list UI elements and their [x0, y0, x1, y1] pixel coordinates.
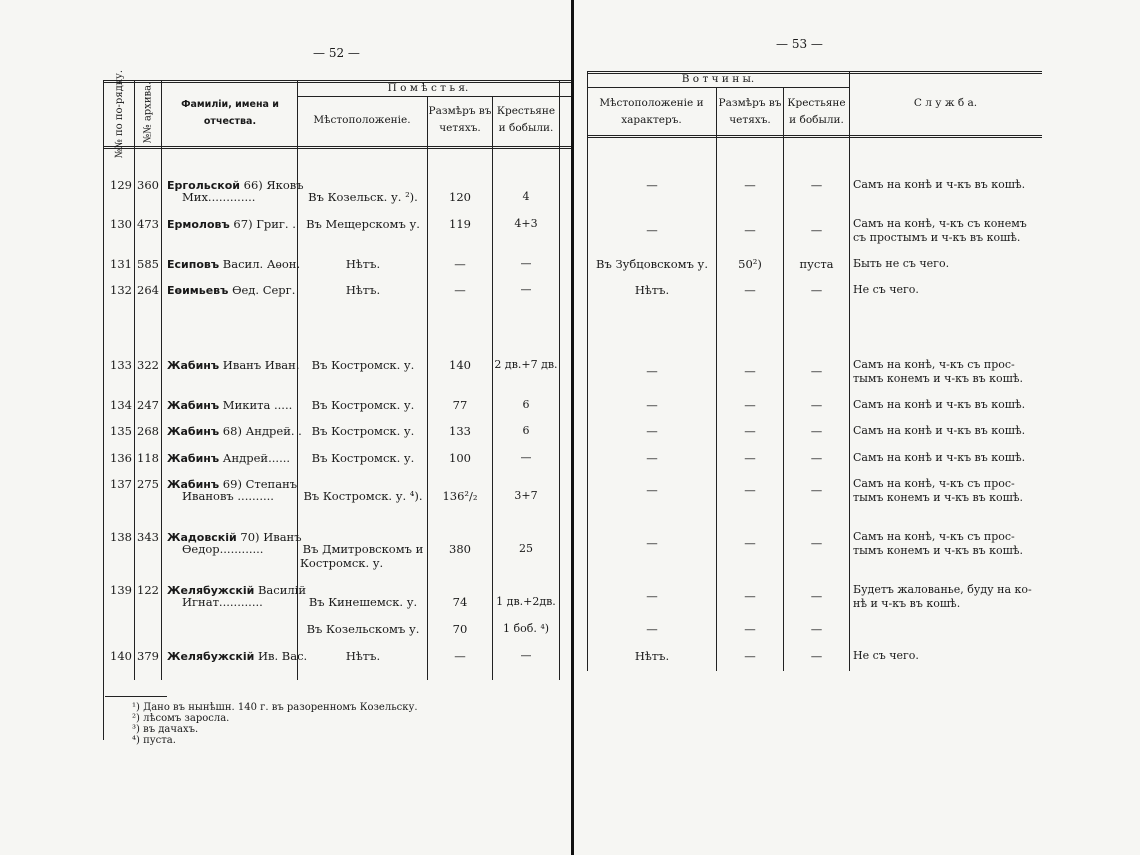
estate-peasants: 25 — [519, 542, 533, 555]
archive-number: 275 — [137, 477, 159, 491]
estate-location: Въ Костромск. у. ⁴). — [303, 489, 423, 503]
estate-peasants: — — [520, 283, 532, 296]
votchina-location: — — [646, 622, 658, 636]
estate-location: Нѣтъ. — [345, 283, 381, 297]
name-line2: Ивановъ .......... — [182, 489, 274, 503]
surname: Ергольской — [167, 179, 240, 192]
surname: Есиповъ — [167, 258, 220, 271]
header-v-location: Мѣстоположенiе и характеръ. — [599, 97, 704, 126]
estate-size: — — [454, 283, 466, 297]
header-votchiny: В о т ч и н ы. — [681, 73, 755, 85]
service-line1: Самъ на конѣ и ч-къ въ кошѣ. — [853, 451, 1026, 464]
row-number: 135 — [110, 424, 132, 438]
archive-number: 360 — [137, 178, 159, 192]
votchina-location: — — [646, 178, 658, 192]
votchina-peasants: — — [810, 178, 823, 192]
surname: Жабинъ — [167, 452, 220, 465]
votchina-size: — — [744, 649, 756, 663]
votchina-location: Въ Зубцовскомъ у. — [596, 257, 708, 271]
votchina-peasants: — — [810, 451, 823, 465]
header-service: С л у ж б а. — [913, 97, 978, 109]
estate-location: Въ Мещерскомъ у. — [306, 217, 420, 231]
votchina-size: — — [744, 178, 756, 192]
service-line2: тымъ конемъ и ч-къ въ кошѣ. — [853, 491, 1024, 504]
estate-location: Въ Костромск. у. — [311, 398, 415, 412]
estate-size: — — [454, 649, 466, 663]
name-line2: Игнат............ — [182, 595, 263, 609]
estate-size: — — [454, 257, 466, 271]
votchina-peasants: — — [810, 364, 823, 378]
surname: Желябужскій — [167, 584, 255, 597]
header-peasants: Крестьяне и бобыли. — [496, 105, 556, 134]
service-line1: Будетъ жалованье, буду на ко- — [853, 583, 1032, 596]
person-name — [167, 649, 308, 664]
votchina-location: — — [646, 223, 658, 237]
estate-peasants: 1 дв.+2дв. — [496, 595, 556, 608]
name-rest: Васил. Аѳон. — [219, 257, 301, 271]
name-line2: Мих............. — [182, 190, 256, 204]
row-number: 139 — [110, 583, 132, 597]
person-name — [167, 283, 295, 298]
estate-location: Нѣтъ. — [345, 649, 381, 663]
votchina-size: — — [744, 589, 756, 603]
votchina-size: — — [744, 536, 756, 550]
archive-number: 118 — [137, 451, 159, 465]
estate-size: 100 — [449, 451, 471, 465]
surname: Жабинъ — [167, 478, 220, 491]
estate-location-line2: Костромск. у. — [300, 556, 384, 570]
votchina-location: — — [646, 424, 658, 438]
estate-peasants: 4+3 — [514, 217, 538, 230]
header-size: Размѣръ въ четяхъ. — [428, 105, 492, 134]
votchina-peasants: — — [810, 424, 823, 438]
surname: Жабинъ — [167, 425, 220, 438]
votchina-location: — — [646, 483, 658, 497]
estate-size: 136²/₂ — [442, 489, 478, 503]
votchina-location: Нѣтъ. — [634, 649, 670, 663]
header-v-size: Размѣръ въ четяхъ. — [718, 97, 782, 126]
service-line2: съ простымъ и ч-къ въ кошѣ. — [853, 231, 1021, 244]
votchina-size: — — [744, 283, 756, 297]
estate-peasants: 6 — [522, 424, 530, 437]
person-name — [167, 398, 295, 413]
row-number: 133 — [110, 358, 132, 372]
archive-number: 585 — [137, 257, 159, 271]
name-rest: 68) Андрей. . — [219, 424, 302, 438]
archive-number: 122 — [137, 583, 159, 597]
archive-number: 473 — [137, 217, 159, 231]
estate-peasants: — — [520, 451, 532, 464]
service-line1: Самъ на конѣ и ч-къ въ кошѣ. — [853, 424, 1026, 437]
page-number-left: — 52 — — [313, 46, 360, 60]
surname: Жадовскій — [167, 531, 237, 544]
service-line2: тымъ конемъ и ч-къ въ кошѣ. — [853, 372, 1024, 385]
row-number: 131 — [110, 257, 132, 271]
votchina-size: — — [744, 451, 756, 465]
service-line1: Самъ на конѣ и ч-къ въ кошѣ. — [853, 178, 1026, 191]
header-names: Фамилiи, имена и отчества. — [181, 99, 279, 127]
header-num-order: №№ по по-рядку. — [114, 69, 125, 159]
surname: Ермоловъ — [167, 218, 230, 231]
votchina-size: — — [744, 424, 756, 438]
votchina-size: — — [744, 483, 756, 497]
estate-size: 120 — [449, 190, 471, 204]
estate-size: 119 — [449, 217, 471, 231]
votchina-peasants: — — [810, 622, 823, 636]
archive-number: 343 — [137, 530, 159, 544]
estate-location: Въ Дмитровскомъ и — [302, 542, 424, 556]
estate-location: Нѣтъ. — [345, 257, 381, 271]
name-rest: Василій — [254, 583, 307, 597]
name-rest: Ив. Вас. — [254, 649, 308, 663]
archive-number: 247 — [137, 398, 159, 412]
estate-size: 140 — [449, 358, 471, 372]
estate-size: 77 — [452, 398, 468, 412]
votchina-size: — — [744, 364, 756, 378]
estate-peasants: 2 дв.+7 дв. — [494, 358, 558, 371]
votchina-peasants: — — [810, 283, 823, 297]
estate-peasants: 4 — [522, 190, 530, 203]
votchina-peasants: — — [810, 536, 823, 550]
service-line2: тымъ конемъ и ч-къ въ кошѣ. — [853, 544, 1024, 557]
votchina-location: — — [646, 451, 658, 465]
footnote: ²) лѣсомъ заросла. — [132, 713, 230, 724]
book-spine — [571, 0, 574, 855]
votchina-peasants: — — [810, 589, 823, 603]
archive-number: 268 — [137, 424, 159, 438]
estate-peasants: — — [520, 649, 532, 662]
estate-peasants: — — [520, 257, 532, 270]
footnote: ¹) Дано въ нынѣшн. 140 г. въ разоренномъ Козельску. — [132, 702, 418, 713]
header-num-archive: №№ архива. — [142, 81, 154, 144]
votchina-size: — — [744, 398, 756, 412]
estate-location: Въ Кинешемск. у. — [308, 595, 418, 609]
surname: Желябужскій — [167, 650, 255, 663]
row-number: 130 — [110, 217, 132, 231]
name-rest: Андрей...... — [219, 451, 291, 465]
votchina-peasants: — — [810, 483, 823, 497]
service-line1: Самъ на конѣ и ч-къ въ кошѣ. — [853, 398, 1026, 411]
header-location: Мѣстоположенiе. — [313, 114, 411, 126]
estate-size: 70 — [452, 622, 468, 636]
page-number-right: — 53 — — [776, 37, 823, 51]
votchina-peasants: — — [810, 649, 823, 663]
service-line1: Быть не съ чего. — [853, 257, 950, 270]
votchina-peasants: — — [810, 398, 823, 412]
service-line1: Самъ на конѣ, ч-къ съ прос- — [853, 358, 1015, 371]
person-name — [167, 257, 301, 272]
estate-location: Въ Костромск. у. — [311, 424, 415, 438]
estate-size: 74 — [452, 595, 468, 609]
name-rest: 70) Иванъ — [236, 530, 302, 544]
header-pomestya: П о м ѣ с т ь я. — [387, 82, 469, 94]
surname: Жабинъ — [167, 359, 220, 372]
name-rest: Иванъ Иван. — [219, 358, 300, 372]
archive-number: 264 — [137, 283, 159, 297]
archive-number: 322 — [137, 358, 159, 372]
name-rest: 69) Степанъ — [219, 477, 298, 491]
footnote: ⁴) пуста. — [132, 735, 176, 746]
row-number: 140 — [110, 649, 132, 663]
votchina-size: — — [744, 223, 756, 237]
estate-peasants: 1 боб. ⁴) — [502, 622, 550, 635]
estate-location: Въ Козельск. у. ²). — [308, 190, 418, 204]
estate-size: 380 — [449, 542, 471, 556]
person-name — [167, 358, 300, 373]
service-line1: Не съ чего. — [853, 649, 919, 662]
votchina-location: — — [646, 364, 658, 378]
name-rest: Ѳед. Серг. — [228, 283, 296, 297]
row-number: 138 — [110, 530, 132, 544]
votchina-peasants: — — [810, 223, 823, 237]
name-line2: Ѳедор............ — [182, 542, 264, 556]
name-rest: 67) Григ. . — [229, 217, 296, 231]
archive-number: 379 — [137, 649, 159, 663]
estate-peasants: 6 — [522, 398, 530, 411]
row-number: 129 — [110, 178, 132, 192]
person-name — [167, 424, 302, 439]
estate-location: Въ Костромск. у. — [311, 358, 415, 372]
name-rest: Микита ..... — [219, 398, 293, 412]
footnote: ³) въ дачахъ. — [132, 724, 199, 735]
estate-peasants: 3+7 — [514, 489, 538, 502]
name-rest: 66) Яковъ — [239, 178, 304, 192]
service-line2: нѣ и ч-къ въ кошѣ. — [853, 597, 961, 610]
votchina-location: Нѣтъ. — [634, 283, 670, 297]
service-line1: Не съ чего. — [853, 283, 919, 296]
row-number: 134 — [110, 398, 132, 412]
person-name — [167, 217, 295, 232]
votchina-location: — — [646, 398, 658, 412]
estate-size: 133 — [449, 424, 471, 438]
person-name — [167, 451, 295, 466]
votchina-size: — — [744, 622, 756, 636]
estate-location: Въ Костромск. у. — [311, 451, 415, 465]
votchina-location: — — [646, 589, 658, 603]
row-number: 137 — [110, 477, 132, 491]
header-v-peasants: Крестьяне и бобыли. — [787, 97, 846, 126]
surname: Жабинъ — [167, 399, 220, 412]
votchina-peasants: пуста — [799, 257, 834, 271]
row-number: 132 — [110, 283, 132, 297]
surname: Еѳимьевъ — [167, 284, 229, 297]
votchina-size: 50²) — [738, 257, 762, 271]
row-number: 136 — [110, 451, 132, 465]
service-line1: Самъ на конѣ, ч-къ съ конемъ — [853, 217, 1027, 230]
estate-location: Въ Козельскомъ у. — [306, 622, 420, 636]
service-line1: Самъ на конѣ, ч-къ съ прос- — [853, 477, 1015, 490]
votchina-location: — — [646, 536, 658, 550]
service-line1: Самъ на конѣ, ч-къ съ прос- — [853, 530, 1015, 543]
